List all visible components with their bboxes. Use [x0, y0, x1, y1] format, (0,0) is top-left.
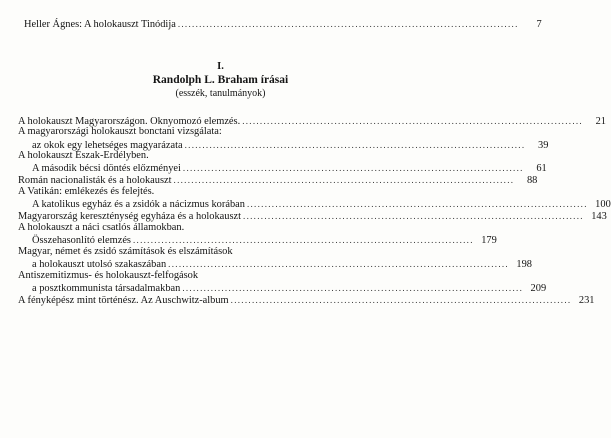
section-subtitle: (esszék, tanulmányok): [175, 88, 266, 99]
toc-entry-page: 61: [536, 163, 547, 174]
leader-dots: ................................................................................................: [182, 163, 524, 173]
toc-entry-page: 39: [538, 140, 549, 151]
toc-entry-page: 21: [595, 116, 606, 127]
leader-dots: ................................................................................................: [242, 116, 583, 126]
leader-dots: ................................................................................................: [177, 19, 519, 29]
toc-entry-page: 143: [591, 211, 607, 222]
toc-entry: A magyarországi holokauszt bonctani vizsgálata:: [18, 126, 222, 137]
toc-entry-page: 100: [595, 199, 611, 210]
toc-entry: Magyarország kereszténység egyháza és a holokauszt ................................................................................................ 143: [18, 211, 607, 222]
toc-entry-page: 88: [526, 175, 538, 186]
leader-dots: ................................................................................................: [246, 199, 588, 209]
toc-entry-heller: [24, 18, 542, 31]
leader-dots: ................................................................................................: [132, 235, 474, 245]
toc-entry: A holokauszt a náci csatlós államokban.: [18, 222, 185, 233]
toc-entry: Magyar, német és zsidó számítások és elszámítások: [18, 246, 233, 257]
toc-entry: Antiszemitizmus- és holokauszt-felfogások: [18, 270, 199, 281]
toc-entry: A fényképész mint történész. Az Auschwitz-album ................................................................................................ 231: [18, 295, 595, 306]
toc-entry-page: 231: [578, 295, 595, 306]
toc-entry: az okok egy lehetséges magyarázata ................................................................................................ 39: [32, 140, 549, 151]
toc-entry-page: 209: [530, 283, 547, 294]
section-title: Randolph L. Braham írásai: [152, 74, 289, 86]
leader-dots: ................................................................................................: [184, 140, 526, 150]
toc-entry: Román nacionalisták és a holokauszt ................................................................................................ 88: [18, 175, 538, 186]
toc-entry: A második bécsi döntés előzményei ................................................................................................ 61: [32, 163, 547, 174]
leader-dots: ................................................................................................: [173, 175, 515, 185]
section-number: I.: [217, 61, 224, 72]
toc-entry-page: 179: [481, 235, 497, 246]
toc-entry-page: 7: [536, 19, 542, 30]
leader-dots: ................................................................................................: [230, 295, 572, 305]
toc-entry-title: Heller Ágnes: A holokauszt Tinódija: [24, 19, 176, 30]
leader-dots: ................................................................................................: [182, 283, 524, 293]
toc-entry: A holokauszt Magyarországon. Oknyomozó elemzés. ................................................................................................ 21: [18, 116, 606, 127]
toc-entry: a holokauszt utolsó szakaszában ................................................................................................ 198: [32, 259, 532, 270]
toc-entry-page: 198: [516, 259, 532, 270]
toc-entry: a posztkommunista társadalmakban ................................................................................................ 209: [32, 283, 547, 294]
leader-dots: ................................................................................................: [243, 211, 584, 221]
toc-entry: A Vatikán: emlékezés és felejtés.: [18, 186, 155, 197]
leader-dots: ................................................................................................: [168, 259, 509, 269]
toc-entry: Összehasonlító elemzés ................................................................................................ 179: [32, 235, 497, 246]
toc-entry: A katolikus egyház és a zsidók a nácizmus korában ................................................................................................ 100: [32, 199, 611, 210]
toc-entry: A holokauszt Észak-Erdélyben.: [18, 150, 149, 161]
